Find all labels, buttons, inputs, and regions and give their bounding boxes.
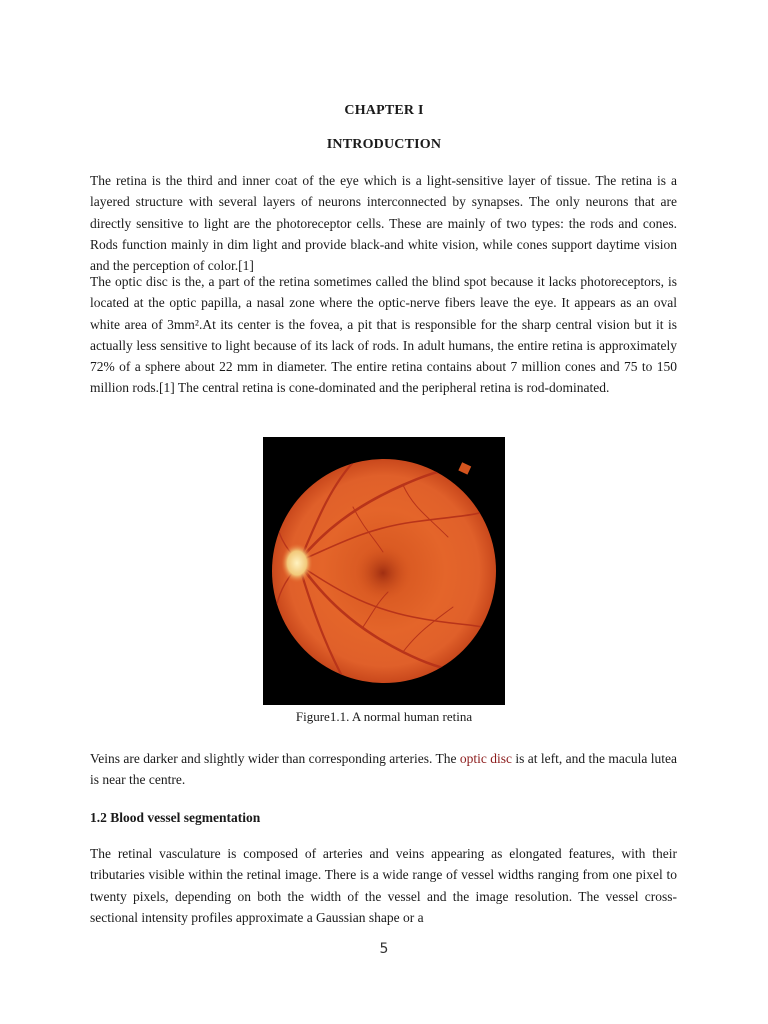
retina-figure-image: [263, 437, 505, 705]
paragraph-optic-disc: The optic disc is the, a part of the retina sometimes called the blind spot because it lacks photoreceptors, is located at the optic papilla, a nasal zone where the optic-nerve fibers leave the eye. It appears as an oval white area of 3mm².At its center is the fovea, a pit that is responsible for the sharp central vision but it is actually less sensitive to light because of its lack of rods. In adult humans, the entire retina is approximately 72% of a sphere about 22 mm in diameter. The entire retina contains about 7 million cones and 75 to 150 million rods.[1] The central retina is cone-dominated and the peripheral retina is rod-dominated.: [90, 274, 677, 396]
section-heading: 1.2 Blood vessel segmentation: [90, 810, 261, 825]
paragraph-vasculature: The retinal vasculature is composed of arteries and veins appearing as elongated features, with their tributaries visible within the retinal image. There is a wide range of vessel widths ranging from one pixel to twenty pixels, depending on both the width of the vessel and the image resolution. The vessel cross-sectional intensity profiles approximate a Gaussian shape or a: [90, 846, 677, 925]
paragraph-veins-text-before: Veins are darker and slightly wider than corresponding arteries. The: [90, 751, 460, 766]
figure-caption: Figure1.1. A normal human retina: [295, 709, 473, 724]
chapter-heading: CHAPTER I: [344, 103, 424, 118]
page-number: 5: [379, 941, 389, 957]
paragraph-veins-text-after: is at left, and the macula lutea is near the centre.: [90, 751, 677, 788]
retina-fundus-photo: [263, 437, 505, 705]
paragraph-retina-intro: The retina is the third and inner coat of the eye which is a light-sensitive layer of tissue. The retina is a layered structure with several layers of neurons interconnected by synapses. The only neurons that are directly sensitive to light are the photoreceptor cells. These are mainly of two types: the rods and cones. Rods function mainly in dim light and provide black-and white vision, while cones support daytime vision and the perception of color.[1]: [90, 173, 677, 274]
chapter-title: INTRODUCTION: [326, 137, 442, 152]
paragraph-veins: [90, 748, 677, 791]
optic-disc-link[interactable]: optic disc: [459, 751, 512, 766]
